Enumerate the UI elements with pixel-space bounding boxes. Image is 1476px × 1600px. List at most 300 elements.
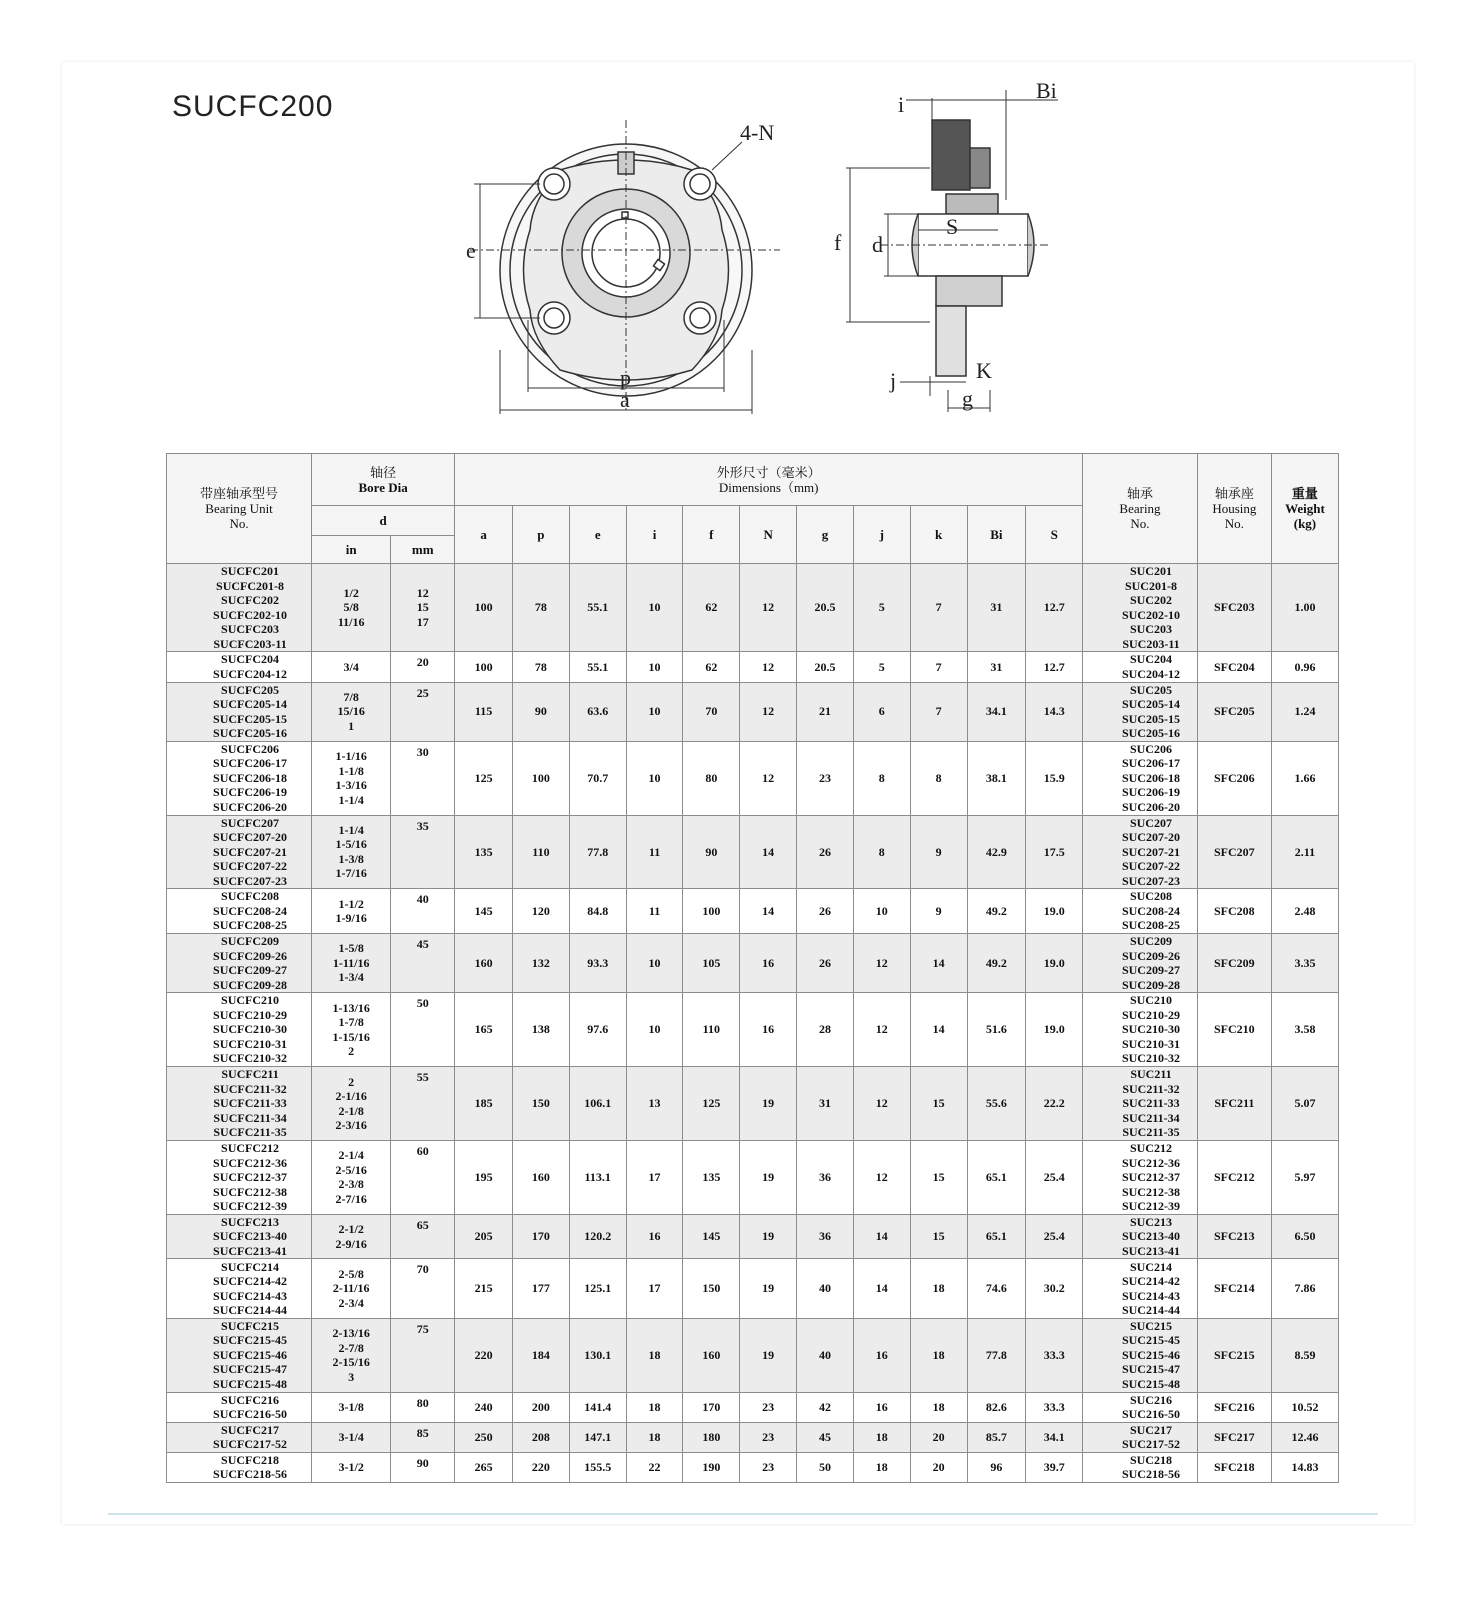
- cell-inch-line: 11/16: [337, 614, 365, 629]
- cell-bearing-line: SUC218: [1129, 1452, 1172, 1467]
- cell-mm: [391, 1214, 455, 1259]
- cell-S: 33.3: [1026, 1318, 1083, 1392]
- cell-k: 15: [910, 1067, 967, 1141]
- header-mm: mm: [391, 536, 455, 564]
- cell-unit-line: SUCFC206-18: [213, 770, 288, 785]
- cell-mm-line: 17: [416, 614, 429, 629]
- cell-unit-line: SUCFC217-52: [213, 1437, 288, 1452]
- label-j: j: [890, 368, 897, 393]
- cell-housing: SFC210: [1197, 993, 1271, 1067]
- cell-f: 135: [683, 1140, 740, 1214]
- cell-inch: [312, 1259, 391, 1318]
- cell-g: 42: [797, 1392, 854, 1422]
- cell-inch-line: 2-7/8: [338, 1340, 364, 1355]
- cell-unit-line: SUCFC211-32: [213, 1081, 287, 1096]
- cell-weight: 7.86: [1271, 1259, 1338, 1318]
- cell-unit-line: SUCFC207-23: [213, 873, 288, 888]
- cell-bearing-line: SUC207-23: [1121, 873, 1180, 888]
- cell-bearing-line: SUC217-52: [1121, 1437, 1180, 1452]
- cell-bearing-line: SUC208: [1129, 889, 1172, 904]
- cell-mm-line: 20: [416, 655, 429, 670]
- cell-i: 16: [626, 1214, 683, 1259]
- cell-bearing-line: SUC214-43: [1121, 1288, 1180, 1303]
- cell-weight: 2.11: [1271, 815, 1338, 889]
- cell-unit-line: SUCFC211-35: [213, 1125, 287, 1140]
- cell-housing: SFC207: [1197, 815, 1271, 889]
- cell-unit-line: SUCFC216-50: [213, 1407, 288, 1422]
- cell-j: 6: [853, 682, 910, 741]
- cell-g: 31: [797, 1067, 854, 1141]
- cell-unit-line: SUCFC208-25: [213, 918, 288, 933]
- cell-inch: [312, 1318, 391, 1392]
- cell-f: 90: [683, 815, 740, 889]
- cell-unit-line: SUCFC203-11: [213, 636, 287, 651]
- cell-bearing-line: SUC204: [1129, 652, 1172, 667]
- cell-Bi: 51.6: [967, 993, 1026, 1067]
- cell-f: 62: [683, 652, 740, 682]
- cell-inch-line: 1-15/16: [332, 1029, 370, 1044]
- cell-bearing: [1083, 682, 1198, 741]
- cell-j: 14: [853, 1259, 910, 1318]
- table-row: [167, 1422, 1339, 1452]
- cell-inch-line: 15/16: [337, 704, 365, 719]
- cell-i: 10: [626, 741, 683, 815]
- cell-unit-line: SUCFC213: [221, 1214, 280, 1229]
- cell-f: 190: [683, 1452, 740, 1482]
- cell-inch-line: 1-13/16: [332, 1000, 370, 1015]
- cell-unit-line: SUCFC210-31: [213, 1036, 288, 1051]
- cell-bearing: [1083, 1067, 1198, 1141]
- cell-unit-line: SUCFC215-48: [213, 1376, 288, 1391]
- cell-a: 195: [455, 1140, 513, 1214]
- cell-weight: 8.59: [1271, 1318, 1338, 1392]
- cell-unit-line: SUCFC211-33: [213, 1096, 287, 1111]
- cell-bearing-line: SUC211-33: [1122, 1096, 1180, 1111]
- cell-unit: [167, 889, 312, 934]
- cell-N: 19: [740, 1318, 797, 1392]
- label-K: K: [976, 358, 992, 383]
- cell-weight: 5.07: [1271, 1067, 1338, 1141]
- cell-N: 16: [740, 993, 797, 1067]
- cell-j: 12: [853, 1067, 910, 1141]
- cell-mm-line: 40: [416, 892, 429, 907]
- cell-g: 40: [797, 1259, 854, 1318]
- cell-f: 100: [683, 889, 740, 934]
- cell-unit-line: SUCFC206-20: [213, 799, 288, 814]
- cell-e: 70.7: [569, 741, 626, 815]
- cell-unit-line: SUCFC204-12: [213, 666, 288, 681]
- cell-bearing-line: SUC206: [1129, 741, 1172, 756]
- cell-g: 23: [797, 741, 854, 815]
- cell-g: 26: [797, 815, 854, 889]
- cell-mm-line: 12: [416, 585, 429, 600]
- cell-bearing-line: SUC203: [1129, 622, 1172, 637]
- table-row: [167, 815, 1339, 889]
- cell-unit-line: SUCFC205-15: [213, 711, 288, 726]
- cell-g: 26: [797, 889, 854, 934]
- cell-housing: SFC211: [1197, 1067, 1271, 1141]
- cell-e: 113.1: [569, 1140, 626, 1214]
- cell-inch: [312, 682, 391, 741]
- cell-housing: SFC209: [1197, 934, 1271, 993]
- cell-inch-line: 1-1/8: [338, 763, 364, 778]
- dimension-table: [166, 453, 1339, 1483]
- cell-inch-line: 2-1/16: [335, 1089, 367, 1104]
- cell-S: 25.4: [1026, 1214, 1083, 1259]
- cell-weight: 5.97: [1271, 1140, 1338, 1214]
- cell-bearing: [1083, 1422, 1198, 1452]
- cell-N: 12: [740, 741, 797, 815]
- cell-a: 250: [455, 1422, 513, 1452]
- cell-f: 105: [683, 934, 740, 993]
- cell-a: 240: [455, 1392, 513, 1422]
- cell-unit-line: SUCFC207-21: [213, 844, 288, 859]
- cell-unit-line: SUCFC214-43: [213, 1288, 288, 1303]
- cell-Bi: 49.2: [967, 934, 1026, 993]
- cell-bearing: [1083, 993, 1198, 1067]
- cell-weight: 1.00: [1271, 564, 1338, 652]
- cell-j: 12: [853, 993, 910, 1067]
- cell-mm-line: 60: [416, 1143, 429, 1158]
- cell-mm-line: 50: [416, 996, 429, 1011]
- cell-bearing-line: SUC215: [1129, 1318, 1172, 1333]
- cell-housing: SFC203: [1197, 564, 1271, 652]
- cell-weight: 3.58: [1271, 993, 1338, 1067]
- cell-N: 19: [740, 1259, 797, 1318]
- cell-inch-line: 3-1/2: [338, 1460, 364, 1475]
- cell-i: 18: [626, 1318, 683, 1392]
- header-unit: 带座轴承型号 Bearing Unit No.: [167, 454, 312, 564]
- table-row: [167, 1452, 1339, 1482]
- cell-bearing: [1083, 1318, 1198, 1392]
- cell-bearing-line: SUC210: [1129, 993, 1172, 1008]
- cell-p: 78: [513, 652, 570, 682]
- cell-N: 19: [740, 1067, 797, 1141]
- cell-e: 63.6: [569, 682, 626, 741]
- cell-unit-line: SUCFC213-41: [213, 1243, 288, 1258]
- cell-unit-line: SUCFC209-26: [213, 948, 288, 963]
- cell-mm-line: 15: [416, 600, 429, 615]
- cell-bearing-line: SUC218-56: [1121, 1467, 1180, 1482]
- cell-i: 10: [626, 652, 683, 682]
- cell-S: 19.0: [1026, 993, 1083, 1067]
- cell-bearing-line: SUC215-46: [1121, 1347, 1180, 1362]
- table-row: [167, 1067, 1339, 1141]
- cell-f: 80: [683, 741, 740, 815]
- cell-bearing-line: SUC202: [1129, 593, 1172, 608]
- table-row: [167, 682, 1339, 741]
- cell-mm-line: 25: [416, 685, 429, 700]
- cell-unit: [167, 1392, 312, 1422]
- cell-p: 78: [513, 564, 570, 652]
- cell-Bi: 31: [967, 652, 1026, 682]
- cell-S: 33.3: [1026, 1392, 1083, 1422]
- cell-S: 17.5: [1026, 815, 1083, 889]
- cell-inch-line: 1-11/16: [332, 955, 370, 970]
- cell-unit-line: SUCFC206-17: [213, 756, 288, 771]
- cell-unit-line: SUCFC215-47: [213, 1362, 288, 1377]
- cell-weight: 14.83: [1271, 1452, 1338, 1482]
- cell-k: 15: [910, 1214, 967, 1259]
- cell-mm-line: 70: [416, 1262, 429, 1277]
- cell-unit-line: SUCFC214: [221, 1259, 280, 1274]
- cell-e: 93.3: [569, 934, 626, 993]
- cell-unit-line: SUCFC205-16: [213, 726, 288, 741]
- cell-unit-line: SUCFC210-32: [213, 1051, 288, 1066]
- cell-inch-line: 5/8: [343, 600, 359, 615]
- cell-unit-line: SUCFC212: [221, 1141, 280, 1156]
- cell-bearing: [1083, 1392, 1198, 1422]
- cell-S: 12.7: [1026, 564, 1083, 652]
- cell-k: 9: [910, 889, 967, 934]
- cell-k: 7: [910, 564, 967, 652]
- cell-unit-line: SUCFC205-14: [213, 697, 288, 712]
- table-row: [167, 741, 1339, 815]
- cell-inch-line: 1/2: [343, 585, 359, 600]
- cell-bearing-line: SUC217: [1129, 1422, 1172, 1437]
- cell-e: 55.1: [569, 564, 626, 652]
- cell-p: 220: [513, 1452, 570, 1482]
- cell-i: 10: [626, 564, 683, 652]
- cell-f: 160: [683, 1318, 740, 1392]
- cell-weight: 12.46: [1271, 1422, 1338, 1452]
- cell-inch-line: 2-5/16: [335, 1162, 367, 1177]
- cell-inch-line: 2-3/4: [338, 1295, 364, 1310]
- header-housing: 轴承座 Housing No.: [1197, 454, 1271, 564]
- cell-f: 180: [683, 1422, 740, 1452]
- cell-bearing-line: SUC211-34: [1122, 1110, 1180, 1125]
- cell-a: 215: [455, 1259, 513, 1318]
- cell-unit-line: SUCFC212-38: [213, 1184, 288, 1199]
- header-col-g: g: [797, 506, 854, 564]
- cell-inch-line: 3-1/4: [338, 1429, 364, 1444]
- table-row: [167, 1318, 1339, 1392]
- cell-unit-line: SUCFC213-40: [213, 1229, 288, 1244]
- cell-bearing: [1083, 564, 1198, 652]
- label-a: a: [620, 387, 630, 412]
- cell-Bi: 65.1: [967, 1140, 1026, 1214]
- cell-housing: SFC208: [1197, 889, 1271, 934]
- cell-i: 17: [626, 1140, 683, 1214]
- cell-unit-line: SUCFC207: [221, 815, 280, 830]
- cell-unit: [167, 1318, 312, 1392]
- cell-S: 15.9: [1026, 741, 1083, 815]
- cell-inch: [312, 741, 391, 815]
- cell-inch-line: 2-3/8: [338, 1177, 364, 1192]
- bottom-divider: [108, 1513, 1378, 1515]
- cell-bearing-line: SUC206-18: [1121, 770, 1180, 785]
- cell-S: 34.1: [1026, 1422, 1083, 1452]
- cell-a: 220: [455, 1318, 513, 1392]
- cell-unit-line: SUCFC212-37: [213, 1170, 288, 1185]
- cell-unit-line: SUCFC215: [221, 1318, 280, 1333]
- cell-i: 10: [626, 993, 683, 1067]
- header-col-j: j: [853, 506, 910, 564]
- cell-i: 10: [626, 682, 683, 741]
- cell-Bi: 34.1: [967, 682, 1026, 741]
- cell-unit-line: SUCFC211: [221, 1067, 279, 1082]
- cell-inch: [312, 1452, 391, 1482]
- cell-mm-line: 90: [416, 1455, 429, 1470]
- cell-bearing: [1083, 1214, 1198, 1259]
- cell-k: 7: [910, 682, 967, 741]
- cell-inch-line: 1-3/16: [335, 778, 367, 793]
- table-row: [167, 1259, 1339, 1318]
- cell-unit-line: SUCFC206-19: [213, 785, 288, 800]
- cell-unit: [167, 1452, 312, 1482]
- cell-bearing: [1083, 652, 1198, 682]
- cell-unit-line: SUCFC201: [221, 564, 280, 579]
- cell-mm: [391, 682, 455, 741]
- cell-inch-line: 2-13/16: [332, 1326, 370, 1341]
- cell-bearing-line: SUC203-11: [1122, 636, 1180, 651]
- cell-k: 14: [910, 993, 967, 1067]
- cell-Bi: 82.6: [967, 1392, 1026, 1422]
- cell-unit: [167, 1214, 312, 1259]
- cell-unit-line: SUCFC217: [221, 1422, 280, 1437]
- cell-housing: SFC206: [1197, 741, 1271, 815]
- cell-weight: 10.52: [1271, 1392, 1338, 1422]
- cell-Bi: 65.1: [967, 1214, 1026, 1259]
- cell-unit: [167, 741, 312, 815]
- cell-unit-line: SUCFC207-20: [213, 830, 288, 845]
- cell-k: 20: [910, 1422, 967, 1452]
- cell-bearing-line: SUC206-20: [1121, 799, 1180, 814]
- cell-inch-line: 1-7/16: [335, 866, 367, 881]
- cell-weight: 0.96: [1271, 652, 1338, 682]
- cell-inch: [312, 993, 391, 1067]
- cell-f: 150: [683, 1259, 740, 1318]
- header-d: d: [312, 506, 455, 536]
- cell-bearing: [1083, 1452, 1198, 1482]
- table-row: [167, 1392, 1339, 1422]
- cell-housing: SFC216: [1197, 1392, 1271, 1422]
- cell-g: 50: [797, 1452, 854, 1482]
- table-body: [167, 564, 1339, 1483]
- cell-f: 62: [683, 564, 740, 652]
- cell-unit: [167, 1422, 312, 1452]
- cell-Bi: 31: [967, 564, 1026, 652]
- cell-bearing-line: SUC216-50: [1121, 1407, 1180, 1422]
- cell-inch-line: 7/8: [343, 689, 359, 704]
- cell-inch: [312, 889, 391, 934]
- cell-S: 39.7: [1026, 1452, 1083, 1482]
- cell-mm: [391, 652, 455, 682]
- cell-inch-line: 1-1/16: [335, 749, 367, 764]
- cell-bearing-line: SUC211-35: [1122, 1125, 1180, 1140]
- cell-e: 97.6: [569, 993, 626, 1067]
- cell-bearing-line: SUC209: [1129, 934, 1172, 949]
- header-bore: 轴径 Bore Dia: [312, 454, 455, 506]
- cell-unit-line: SUCFC208-24: [213, 903, 288, 918]
- cell-unit-line: SUCFC215-45: [213, 1333, 288, 1348]
- cell-e: 106.1: [569, 1067, 626, 1141]
- cell-p: 132: [513, 934, 570, 993]
- cell-unit-line: SUCFC204: [221, 652, 280, 667]
- cell-e: 130.1: [569, 1318, 626, 1392]
- cell-i: 11: [626, 889, 683, 934]
- cell-mm: [391, 934, 455, 993]
- cell-a: 165: [455, 993, 513, 1067]
- cell-mm-line: 65: [416, 1217, 429, 1232]
- cell-inch: [312, 934, 391, 993]
- cell-unit: [167, 1140, 312, 1214]
- cell-mm-line: 55: [416, 1070, 429, 1085]
- cell-N: 19: [740, 1140, 797, 1214]
- cell-mm: [391, 1067, 455, 1141]
- cell-unit-line: SUCFC212-36: [213, 1155, 288, 1170]
- cell-i: 17: [626, 1259, 683, 1318]
- cell-bearing-line: SUC206-17: [1121, 756, 1180, 771]
- cell-a: 115: [455, 682, 513, 741]
- cell-bearing-line: SUC215-47: [1121, 1362, 1180, 1377]
- cell-inch-line: 1-1/2: [338, 896, 364, 911]
- cell-bearing-line: SUC213: [1129, 1214, 1172, 1229]
- cell-bearing-line: SUC212: [1129, 1141, 1172, 1156]
- cell-inch-line: 1-5/16: [335, 837, 367, 852]
- cell-housing: SFC217: [1197, 1422, 1271, 1452]
- cell-mm: [391, 1422, 455, 1452]
- cell-bearing-line: SUC214: [1129, 1259, 1172, 1274]
- cell-inch-line: 1: [348, 718, 355, 733]
- cell-unit-line: SUCFC214-44: [213, 1303, 288, 1318]
- cell-e: 125.1: [569, 1259, 626, 1318]
- cell-unit-line: SUCFC205: [221, 682, 280, 697]
- cell-housing: SFC205: [1197, 682, 1271, 741]
- cell-bearing-line: SUC204-12: [1121, 666, 1180, 681]
- cell-bearing-line: SUC214-42: [1121, 1274, 1180, 1289]
- cell-unit: [167, 815, 312, 889]
- cell-housing: SFC213: [1197, 1214, 1271, 1259]
- cell-e: 141.4: [569, 1392, 626, 1422]
- cell-j: 5: [853, 652, 910, 682]
- table-row: [167, 1140, 1339, 1214]
- cell-p: 100: [513, 741, 570, 815]
- cell-j: 8: [853, 815, 910, 889]
- cell-k: 18: [910, 1259, 967, 1318]
- cell-N: 12: [740, 652, 797, 682]
- cell-a: 265: [455, 1452, 513, 1482]
- cell-inch-line: 3-1/8: [338, 1399, 364, 1414]
- cell-S: 22.2: [1026, 1067, 1083, 1141]
- cell-unit-line: SUCFC209-27: [213, 963, 288, 978]
- cell-bearing: [1083, 741, 1198, 815]
- cell-bearing-line: SUC216: [1129, 1392, 1172, 1407]
- table-row: [167, 1214, 1339, 1259]
- cell-bearing-line: SUC215-48: [1121, 1376, 1180, 1391]
- cell-inch-line: 1-3/8: [338, 851, 364, 866]
- cell-unit: [167, 934, 312, 993]
- cell-inch-line: 1-5/8: [338, 941, 364, 956]
- table-header: [167, 454, 1339, 564]
- cell-unit-line: SUCFC212-39: [213, 1199, 288, 1214]
- cell-j: 16: [853, 1318, 910, 1392]
- cell-mm: [391, 993, 455, 1067]
- cell-Bi: 49.2: [967, 889, 1026, 934]
- cell-unit-line: SUCFC203: [221, 622, 280, 637]
- cell-bearing-line: SUC212-38: [1121, 1184, 1180, 1199]
- cell-bearing-line: SUC207-21: [1121, 844, 1180, 859]
- cell-inch-line: 2-11/16: [332, 1281, 370, 1296]
- cell-p: 120: [513, 889, 570, 934]
- cell-mm-line: 35: [416, 818, 429, 833]
- cell-Bi: 96: [967, 1452, 1026, 1482]
- label-f: f: [834, 230, 842, 255]
- cell-housing: SFC204: [1197, 652, 1271, 682]
- cell-bearing: [1083, 1259, 1198, 1318]
- cell-inch-line: 1-7/8: [338, 1015, 364, 1030]
- cell-mm: [391, 564, 455, 652]
